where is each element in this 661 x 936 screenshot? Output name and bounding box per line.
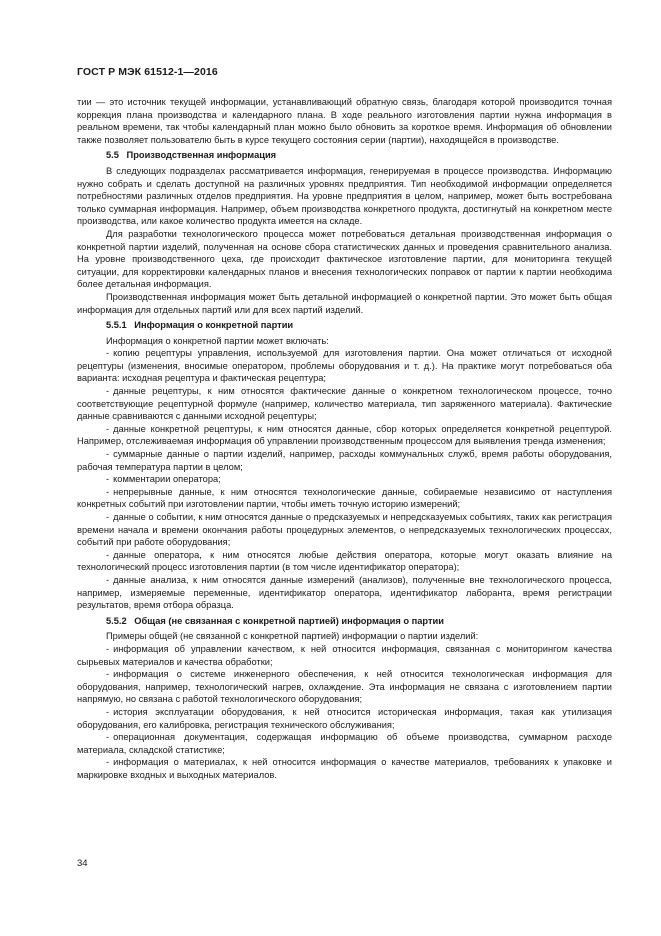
list-item: - данные о событии, к ним относятся данные о предсказуемых и непредсказуемых событиях, таких как регистрация времени начала и времени окончания работы процедурных элементов, о непредсказуемых технологических процессах, событий при работе оборудования;	[77, 512, 612, 548]
list-item: - история эксплуатации оборудования, к ней относится историческая информация, такая как утилизация оборудования, его калибровка, регистрация технического обслуживания;	[77, 706, 612, 730]
list-dash: -	[106, 423, 110, 434]
section-5-5-heading	[106, 149, 612, 162]
list-dash: -	[106, 574, 110, 585]
list-dash: -	[106, 449, 110, 460]
paragraph: Для разработки технологического процесса может потребоваться детальная производственная информация о конкретной партии изделий, полученная на основе сбора статистических данных и проведения сравнительного анализа. На уровне производственного цеха, где происходит фактическое изготовление партии, для мониторинга текущей ситуации, для корректировки календарных планов и внесения технологических поправок от партии к партии необходима более детальная информация.	[77, 228, 612, 290]
section-title: Информация о конкретной партии	[134, 320, 294, 331]
section-number: 5.5.2	[106, 615, 127, 626]
paragraph: Производственная информация может быть детальной информацией о конкретной партии. Это может быть общая информация для отдельных партий или для всех партий изделий.	[77, 291, 612, 315]
list-item: - информация об управлении качеством, к ней относится информация, связанная с мониторингом качества сырьевых материалов и качества обработки;	[77, 643, 612, 667]
section-number: 5.5.1	[106, 320, 127, 331]
document-body	[77, 96, 612, 781]
list-item: - данные оператора, к ним относятся любые действия оператора, которые могут оказать влияние на технологический процесс изготовления партии (в том числе идентификатор оператора);	[77, 549, 612, 573]
list-item: - комментарии оператора;	[106, 474, 221, 485]
list-dash: -	[106, 549, 110, 560]
page-number: 34	[77, 858, 88, 869]
list-dash: -	[106, 486, 110, 497]
list-dash: -	[106, 706, 110, 717]
list-item: - суммарные данные о партии изделий, например, расходы коммунальных служб, время работы оборудования, рабочая температура партии в целом;	[77, 449, 612, 472]
list-dash: -	[106, 348, 110, 359]
list-item: - информация о материалах, к ней относится информация о качестве материалов, требованиях к упаковке и маркировке входных и выходных материалов.	[77, 757, 612, 780]
list-item: - данные конкретной рецептуры, к ним относятся данные, сбор которых определяется конкретной рецептурой. Например, отслеживаемая информация об управлении производственным процессом для выявления тренда изменения;	[77, 423, 612, 447]
list-item: - непрерывные данные, к ним относятся технологические данные, собираемые независимо от наступления конкретных событий при изготовлении партии, чтобы иметь точную историю измерений;	[77, 486, 612, 510]
list-dash: -	[106, 474, 110, 485]
section-title: Общая (не связанная с конкретной партией) информация о партии	[134, 615, 444, 626]
list-dash: -	[106, 512, 110, 522]
list-dash: -	[106, 643, 110, 654]
list-item: - операционная документация, содержащая информацию об объеме производства, суммарном расходе материала, складской статистике;	[77, 732, 612, 755]
list-item: - информация о системе инженерного обеспечения, к ней относится технологическая информация для оборудования, например, технологический нагрев, охлаждение. Эта информация не связана с изготовлением партии напрямую, но связана с работой технологического оборудования;	[77, 669, 612, 705]
list-intro: Примеры общей (не связанной с конкретной партией) информации о партии изделий:	[106, 631, 479, 642]
general-info-list	[77, 643, 612, 782]
section-5-5-1-heading	[106, 319, 612, 332]
list-dash: -	[106, 669, 110, 680]
list-dash: -	[106, 386, 110, 397]
section-5-5-2-heading	[106, 615, 612, 628]
list-dash: -	[106, 732, 110, 743]
paragraph: В следующих подразделах рассматривается информация, генерируемая в процессе производства. Информацию нужно собрать и сделать доступной на различных уровнях предприятия. Тип необходимой информации определяется потребностями различных отделов предприятия. На уровне предприятия в целом, например, может быть востребована только суммарная информация. Например, объем производства конкретного продукта, достигнутый на конкретном месте производства, или какое количество продукта имеется на складе.	[77, 165, 612, 227]
intro-paragraph: тии — это источник текущей информации, устанавливающий обратную связь, благодаря которой производится точная коррекция плана производства и календарного плана. В ходе реального изготовления партии нужна информация в реальном времени, так чтобы календарный план можно было обновить за короткое время. Информация об обновлении также позволяет пользователю быть в курсе текущего состояния серии (партии), находящейся в производстве.	[77, 97, 612, 145]
list-item: - данные анализа, к ним относятся данные измерений (анализов), полученные вне технологического процесса, например, измеряемые переменные, идентификатор оператора, идентификатор лаборанта, время регистрации результатов, время отбора образца.	[77, 574, 612, 611]
section-number: 5.5	[106, 150, 119, 161]
batch-info-list	[77, 347, 612, 611]
document-header: ГОСТ Р МЭК 61512-1—2016	[77, 66, 218, 78]
list-intro: Информация о конкретной партии может включать:	[106, 335, 329, 346]
list-item: - копию рецептуры управления, используемой для изготовления партии. Она может отличаться от исходной рецептуры (изменения, вносимые оператором, проблемы оборудования и т. д.). На практике могут потребоваться оба варианта: исходная рецептура и фактическая рецептура;	[77, 348, 612, 384]
list-item: - данные рецептуры, к ним относятся фактические данные о конкретном технологическом процессе, точно соответствующие рецептурной формуле (например, количество материала, тип заряженного материала). Фактические данные сравниваются с данными исходной рецептуры;	[77, 386, 612, 422]
list-dash: -	[106, 757, 110, 768]
section-title: Производственная информация	[126, 150, 277, 161]
